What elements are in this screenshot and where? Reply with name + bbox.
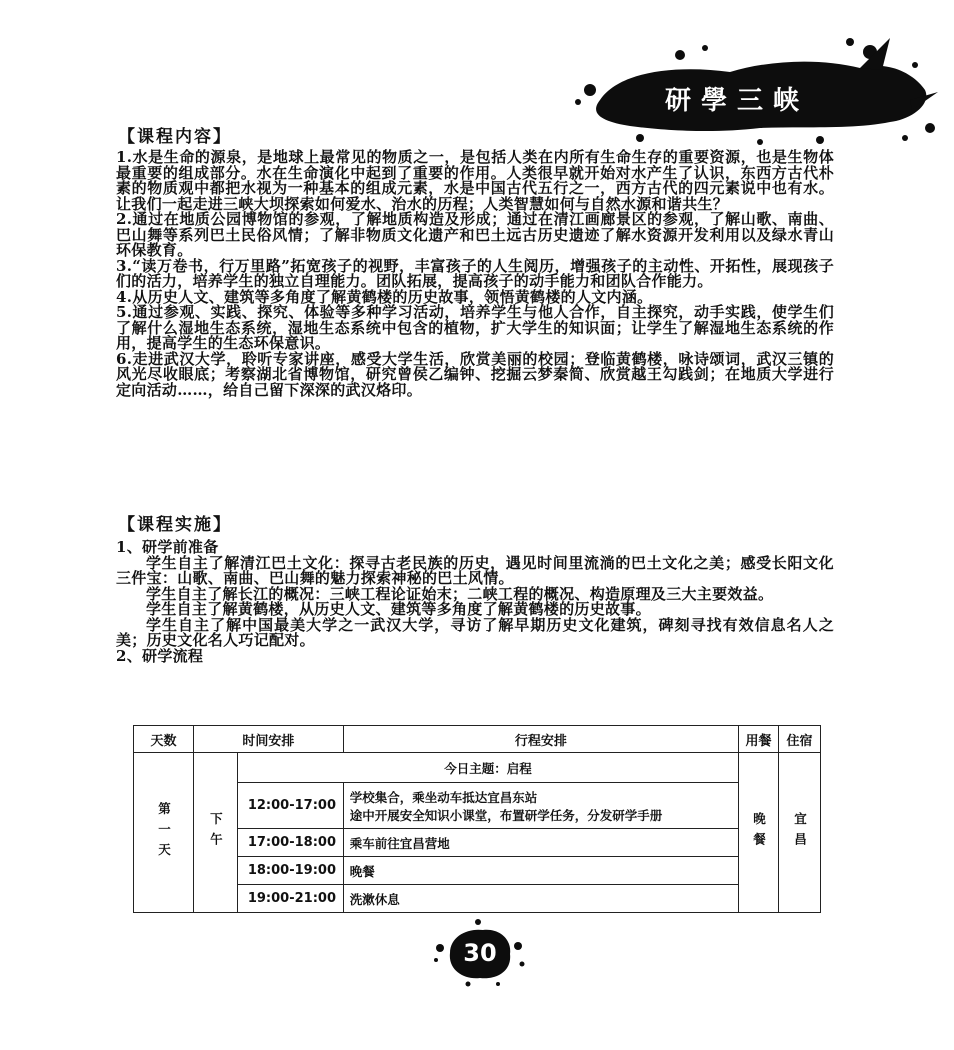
table-row	[134, 783, 821, 829]
header-lodging: 住宿	[779, 726, 821, 753]
prep-item-4: 学生自主了解中国最美大学之一武汉大学，寻访了解早期历史文化建筑，碑刻寻找有效信息名人之美；历史文化名人巧记配对。	[116, 615, 834, 649]
header-day: 天数	[134, 726, 194, 753]
activity-line: 途中开展安全知识小课堂，布置研学任务，分发研学手册	[349, 807, 663, 823]
flow-title: 2、研学流程	[116, 646, 204, 665]
activity-cell: 洗漱休息	[343, 885, 738, 913]
activity-cell: 晚餐	[343, 857, 738, 885]
table-header-row	[134, 726, 821, 753]
table-row	[134, 753, 821, 783]
header-meal: 用餐	[739, 726, 779, 753]
content-item-1: 1.水是生命的源泉，是地球上最常见的物质之一，是包括人类在内所有生命生存的重要资源，也是生物体最重要的组成部分。水在生命演化中起到了重要的作用。人类很早就开始对水产生了认识，东西方古代朴素的物质观中都把水视为一种基本的组成元素，水是中国古代五行之一，西方古代的四元素说中也有水。让我们一起走进三峡大坝探索如何爱水、治水的历程；人类智慧如何与自然水源和谐共生？	[116, 148, 834, 213]
page-number: 30	[463, 939, 497, 967]
activity-cell: 乘车前往宜昌营地	[343, 829, 738, 857]
time-cell: 19:00-21:00	[237, 885, 343, 913]
prep-item-2: 学生自主了解长江的概况：三峡工程论证始末；二峡工程的概况、构造原理及三大主要效益。	[146, 584, 774, 603]
prep-item-1: 学生自主了解清江巴土文化：探寻古老民族的历史，遇见时间里流淌的巴土文化之美；感受长阳文化三件宝：山歌、南曲、巴山舞的魅力探索神秘的巴土风情。	[116, 553, 834, 587]
theme-cell: 今日主题：启程	[237, 753, 738, 783]
prep-item-3: 学生自主了解黄鹤楼，从历史人文、建筑等多角度了解黄鹤楼的历史故事。	[146, 600, 651, 618]
time-cell: 18:00-19:00	[237, 857, 343, 885]
day-label: 第一天	[156, 801, 172, 864]
header-itinerary: 行程安排	[343, 726, 738, 753]
content-item-2: 2.通过在地质公园博物馆的参观，了解地质构造及形成；通过在清江画廊景区的参观，了解山歌、南曲、巴山舞等系列巴土民俗风情；了解非物质文化遗产和巴土远古历史遗迹了解水资源开发利用以及绿水青山环保教育。	[116, 210, 834, 259]
content-item-4: 4.从历史人文、建筑等多角度了解黄鹤楼的历史故事，领悟黄鹤楼的人文内涵。	[116, 287, 653, 306]
day-cell	[134, 753, 194, 913]
activity-cell	[343, 783, 738, 829]
activity-line: 学校集合，乘坐动车抵达宜昌东站	[349, 789, 538, 805]
lodging-cell	[779, 753, 821, 913]
meal-cell	[739, 753, 779, 913]
header-title: 研學三峡	[665, 86, 810, 116]
table-row	[134, 829, 821, 857]
lodging-label: 宜昌	[792, 812, 808, 853]
section-title-implementation: 【课程实施】	[118, 515, 232, 535]
section-title-content: 【课程内容】	[118, 127, 232, 147]
content-item-6: 6.走进武汉大学，聆听专家讲座，感受大学生活，欣赏美丽的校园；登临黄鹤楼，咏诗颂词，武汉三镇的风光尽收眼底；考察湖北省博物馆，研究曾侯乙编钟、挖掘云梦秦简、欣赏越王勾践剑；在地质大学进行定向活动……，给自己留下深深的武汉烙印。	[116, 349, 834, 399]
table-row	[134, 857, 821, 885]
prep-list	[116, 540, 834, 664]
content-item-5: 5.通过参观、实践、探究、体验等多种学习活动，培养学生与他人合作，自主探究，动手实践，使学生们了解什么湿地生态系统，湿地生态系统中包含的植物，扩大学生的知识面；让学生了解湿地生态系统的作用，提高学生的生态环保意识。	[116, 303, 834, 352]
time-cell: 17:00-18:00	[237, 829, 343, 857]
meal-label: 晚餐	[751, 812, 767, 853]
table-row	[134, 885, 821, 913]
content-list	[116, 150, 834, 398]
time-cell: 12:00-17:00	[237, 783, 343, 829]
schedule-table	[133, 725, 821, 913]
period-label: 下午	[208, 812, 224, 853]
prep-title: 1、研学前准备	[116, 538, 219, 556]
content-item-3: 3.“读万卷书，行万里路”拓宽孩子的视野，丰富孩子的人生阅历，增强孩子的主动性、开拓性，展现孩子们的活力，培养学生的独立自理能力。团队拓展，提高孩子的动手能力和团队合作能力。	[116, 256, 834, 290]
period-cell	[193, 753, 237, 913]
header-time: 时间安排	[193, 726, 343, 753]
